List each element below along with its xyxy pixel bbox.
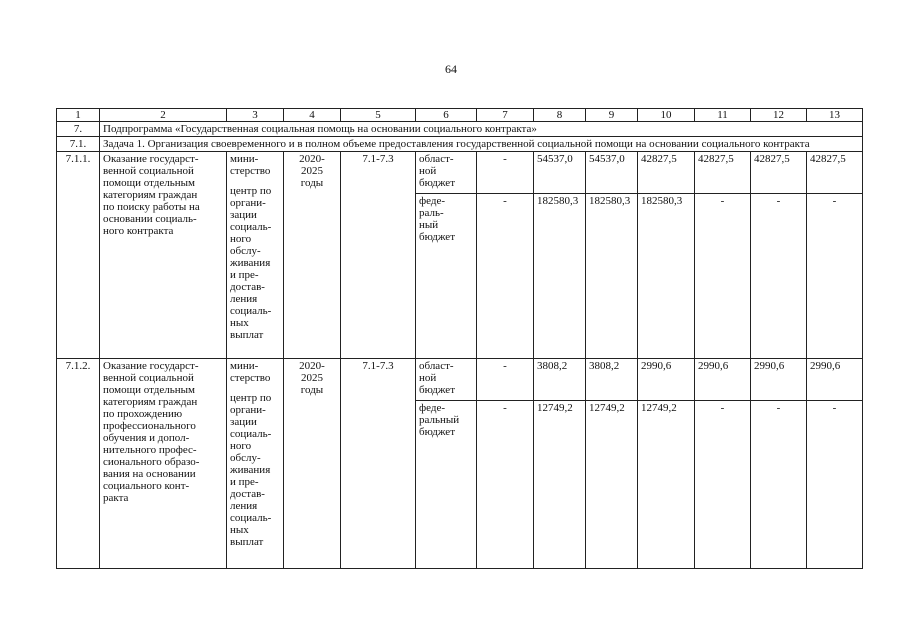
value-col7 [477,359,534,401]
page-number: 64 [445,62,457,76]
measure-name [100,359,227,569]
indicators-text: 7.1-7.3 [362,153,394,165]
executor-center: центр по органи- зации социаль- ного обслу- живания и пре- достав- ления социаль- ных выплат [230,185,272,341]
funding-source-text: област- ной бюджет [419,153,455,189]
value-c8 [534,152,586,194]
measure-number [57,152,100,359]
measure-row [57,359,863,401]
value-c9 [586,152,638,194]
value-c11-text: - [720,402,725,414]
column-number-cell: 3 [227,109,284,122]
value-c9 [586,194,638,359]
value-c12-text: 42827,5 [754,153,790,165]
value-c12 [751,359,807,401]
value-c13-text: 2990,6 [810,360,841,372]
value-c13 [807,152,863,194]
column-number-cell: 9 [586,109,638,122]
measure-name [100,152,227,359]
value-c11 [695,194,751,359]
value-c11-text: - [720,195,725,207]
executor-ministry: мини- стерство [230,360,271,384]
value-c8-text: 3808,2 [537,360,568,372]
value-c8 [534,194,586,359]
column-number-cell: 6 [416,109,477,122]
value-c8-text: 12749,2 [537,402,573,414]
value-c13-text: - [832,195,837,207]
value-c8-text: 182580,3 [537,195,579,207]
value-c9-text: 182580,3 [589,195,631,207]
value-c9-text: 54537,0 [589,153,625,165]
column-number-cell: 8 [534,109,586,122]
column-number-cell: 12 [751,109,807,122]
value-col7 [477,152,534,194]
measure-number-text: 7.1.2. [65,360,91,372]
column-number-cell: 2 [100,109,227,122]
value-col7 [477,401,534,569]
value-c10-text: 12749,2 [641,402,677,414]
column-number-cell: 4 [284,109,341,122]
measure-number [57,359,100,569]
value-c9 [586,401,638,569]
funding-source-text: феде- раль- ный бюджет [419,195,455,243]
value-c11 [695,152,751,194]
funding-source [416,194,477,359]
column-number-cell: 10 [638,109,695,122]
executor-ministry: мини- стерство [230,153,271,177]
period-text: 2020- 2025 годы [299,360,325,396]
subprogram-row [57,122,863,137]
column-number-cell: 5 [341,109,416,122]
value-c9 [586,359,638,401]
funding-source [416,152,477,194]
value-c11 [695,401,751,569]
value-c13-text: 42827,5 [810,153,846,165]
value-c13-text: - [832,402,837,414]
value-col7-text: - [503,153,507,165]
value-col7-text: - [503,360,507,372]
column-number-row [57,109,863,122]
measure-name-text: Оказание государст- венной социальной помощи отдельным категориям граждан по поиску работы на основании социаль- ного контракта [103,153,200,237]
value-c12-text: - [776,195,781,207]
subprogram-number: 7. [57,122,100,137]
funding-source [416,359,477,401]
value-c12 [751,152,807,194]
measure-number-text: 7.1.1. [65,153,91,165]
value-c10 [638,401,695,569]
period [284,359,341,569]
task-row [57,137,863,152]
value-c11-text: 42827,5 [698,153,734,165]
value-c8-text: 54537,0 [537,153,573,165]
column-number-cell: 1 [57,109,100,122]
indicators [341,152,416,359]
value-c13 [807,401,863,569]
period-text: 2020- 2025 годы [299,153,325,189]
column-number-cell: 11 [695,109,751,122]
value-c10 [638,359,695,401]
executor-cell [227,152,284,359]
value-c11 [695,359,751,401]
executor-cell [227,359,284,569]
value-col7-text: - [503,402,507,414]
funding-source-text: област- ной бюджет [419,360,455,396]
value-c11-text: 2990,6 [698,360,729,372]
indicators-text: 7.1-7.3 [362,360,394,372]
task-number: 7.1. [57,137,100,152]
column-number-cell: 7 [477,109,534,122]
value-c10-text: 2990,6 [641,360,672,372]
value-c8 [534,401,586,569]
value-c8 [534,359,586,401]
value-col7-text: - [503,195,507,207]
value-c12 [751,401,807,569]
task-title: Задача 1. Организация своевременного и в полном объеме предоставления государственной социальной помощи на основании социального контракта [100,137,863,152]
program-table [56,108,863,569]
value-c10 [638,194,695,359]
funding-source [416,401,477,569]
value-c12-text: 2990,6 [754,360,785,372]
indicators [341,359,416,569]
value-c9-text: 12749,2 [589,402,625,414]
measure-row [57,152,863,194]
measure-name-text: Оказание государст- венной социальной помощи отдельным категориям граждан по прохождению профессионального обучения и допол- нительного профес- сионального образо- вания на основании социального конт- ракта [103,360,200,504]
value-c10-text: 182580,3 [641,195,683,207]
column-number-cell: 13 [807,109,863,122]
value-c13 [807,194,863,359]
value-c12 [751,194,807,359]
funding-source-text: феде- ральный бюджет [419,402,460,438]
subprogram-title: Подпрограмма «Государственная социальная помощь на основании социального контракта» [100,122,863,137]
value-c10-text: 42827,5 [641,153,677,165]
executor-center: центр по органи- зации социаль- ного обслу- живания и пре- достав- ления социаль- ных выплат [230,392,272,548]
period [284,152,341,359]
value-c13 [807,359,863,401]
value-c9-text: 3808,2 [589,360,620,372]
value-c12-text: - [776,402,781,414]
value-c10 [638,152,695,194]
value-col7 [477,194,534,359]
